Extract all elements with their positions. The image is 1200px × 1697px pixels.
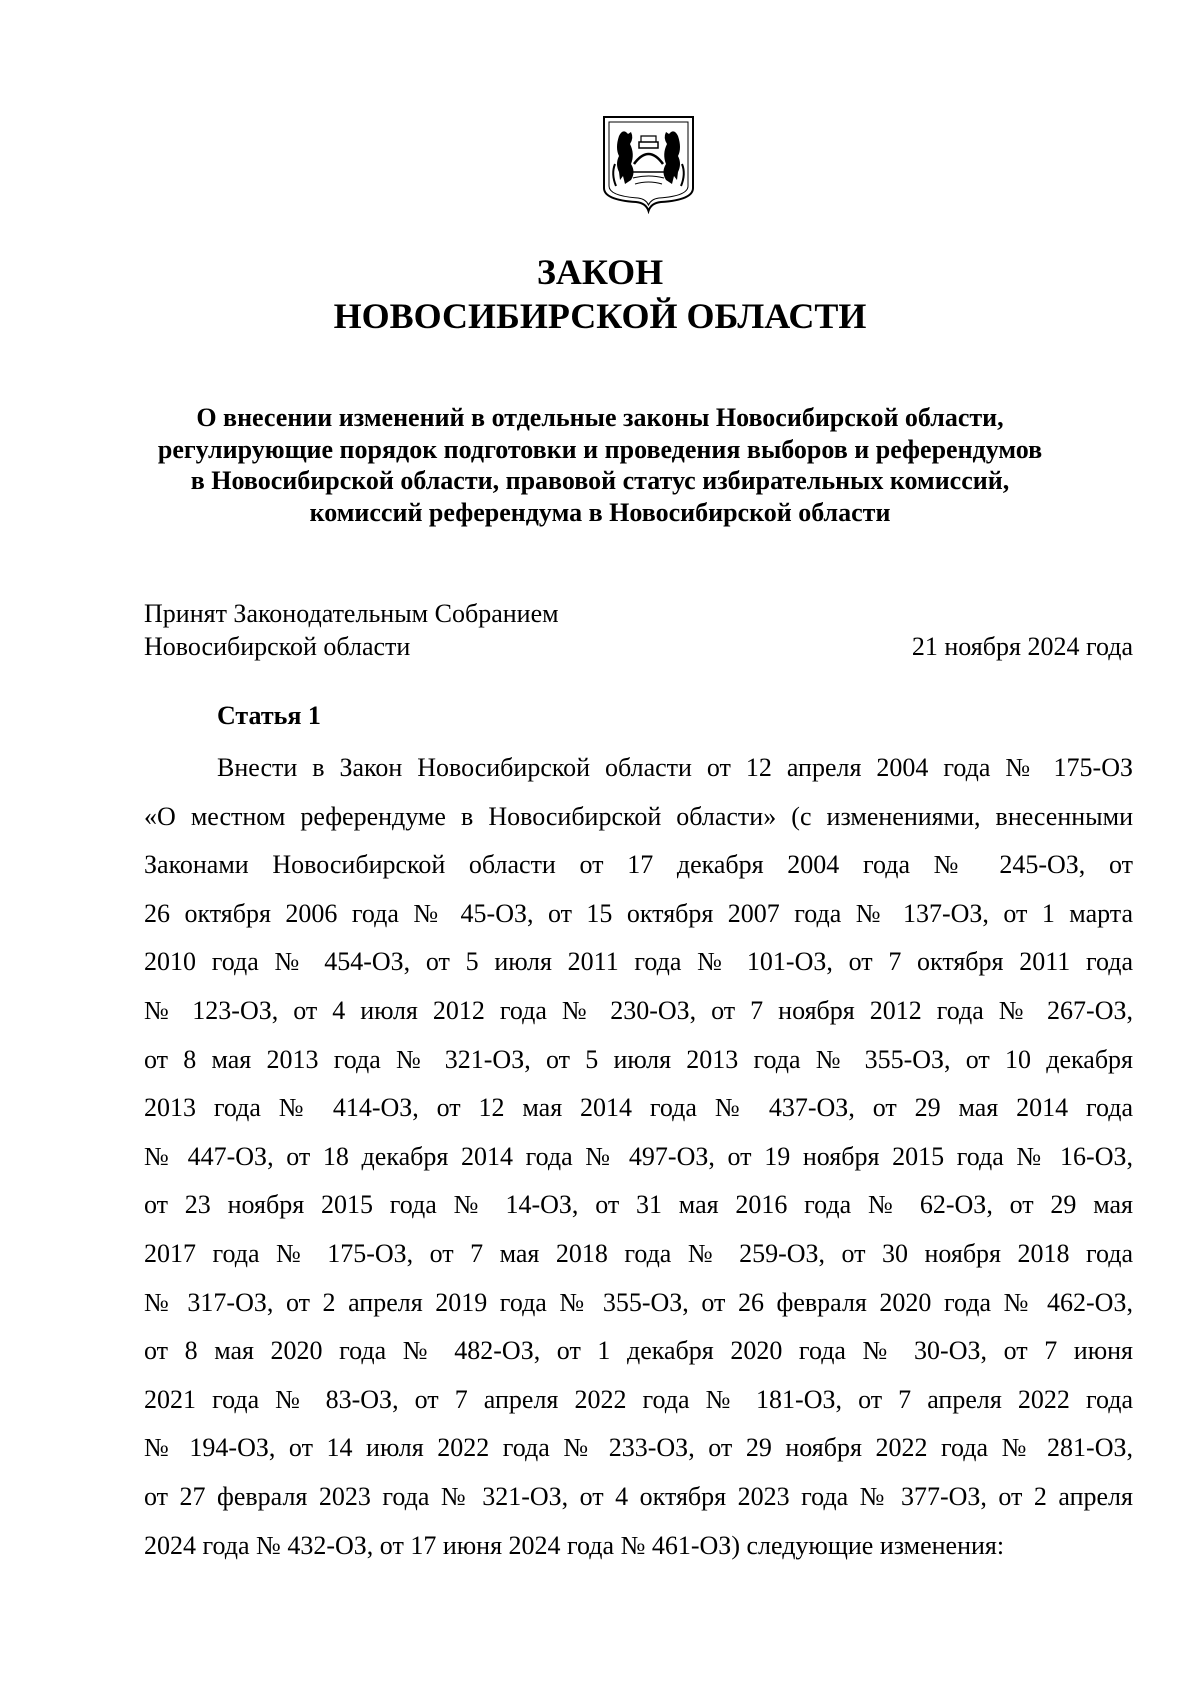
document-type-heading [0, 250, 1200, 338]
body-line: от 8 мая 2020 года № 482-ОЗ, от 1 декабря 2020 года № 30-ОЗ, от 7 июня [144, 1336, 1133, 1366]
adoption-date: 21 ноября 2024 года [911, 632, 1133, 661]
body-line: 2017 года № 175-ОЗ, от 7 мая 2018 года № 259-ОЗ, от 30 ноября 2018 года [144, 1238, 1133, 1268]
title-line: О внесении изменений в отдельные законы Новосибирской области, [196, 403, 1004, 432]
article-body [144, 744, 1133, 1570]
body-line: от 23 ноября 2015 года № 14-ОЗ, от 31 мая 2016 года № 62-ОЗ, от 29 мая [144, 1190, 1133, 1220]
doc-type-line1: ЗАКОН [536, 252, 664, 292]
body-line: 2021 года № 83-ОЗ, от 7 апреля 2022 года № 181-ОЗ, от 7 апреля 2022 года [144, 1384, 1133, 1414]
body-line: от 8 мая 2013 года № 321-ОЗ, от 5 июля 2013 года № 355-ОЗ, от 10 декабря [144, 1044, 1133, 1074]
title-line: регулирующие порядок подготовки и проведения выборов и референдумов [157, 434, 1043, 464]
body-line: № 123-ОЗ, от 4 июля 2012 года № 230-ОЗ, от 7 ноября 2012 года № 267-ОЗ, [144, 995, 1133, 1025]
body-line: № 317-ОЗ, от 2 апреля 2019 года № 355-ОЗ, от 26 февраля 2020 года № 462-ОЗ, [144, 1287, 1133, 1317]
body-line: № 194-ОЗ, от 14 июля 2022 года № 233-ОЗ, от 29 ноября 2022 года № 281-ОЗ, [144, 1433, 1133, 1463]
law-title [0, 402, 1200, 528]
body-line: Законами Новосибирской области от 17 декабря 2004 года № 245-ОЗ, от [144, 850, 1133, 880]
body-line: 2010 года № 454-ОЗ, от 5 июля 2011 года № 101-ОЗ, от 7 октября 2011 года [144, 947, 1133, 977]
adoption-line2: Новосибирской области [144, 632, 411, 661]
body-line: от 27 февраля 2023 года № 321-ОЗ, от 4 октября 2023 года № 377-ОЗ, от 2 апреля [144, 1481, 1133, 1511]
body-line: Внести в Закон Новосибирской области от 12 апреля 2004 года № 175-ОЗ [217, 753, 1133, 782]
title-line: в Новосибирской области, правовой статус избирательных комиссий, [190, 466, 1010, 495]
adoption-statement [144, 597, 559, 663]
article-heading: Статья 1 [217, 701, 321, 730]
body-line: «О местном референдуме в Новосибирской области» (с изменениями, внесенными [144, 801, 1133, 831]
adoption-line1: Принят Законодательным Собранием [144, 599, 559, 628]
doc-type-line2: НОВОСИБИРСКОЙ ОБЛАСТИ [333, 296, 867, 336]
coat-of-arms-icon [601, 114, 696, 214]
body-line: № 447-ОЗ, от 18 декабря 2014 года № 497-ОЗ, от 19 ноября 2015 года № 16-ОЗ, [144, 1141, 1133, 1171]
body-line: 2013 года № 414-ОЗ, от 12 мая 2014 года № 437-ОЗ, от 29 мая 2014 года [144, 1093, 1133, 1123]
body-line: 2024 года № 432-ОЗ, от 17 июня 2024 года № 461-ОЗ) следующие изменения: [144, 1530, 1005, 1560]
body-line: 26 октября 2006 года № 45-ОЗ, от 15 октября 2007 года № 137-ОЗ, от 1 марта [144, 898, 1133, 928]
title-line: комиссий референдума в Новосибирской области [309, 497, 891, 527]
